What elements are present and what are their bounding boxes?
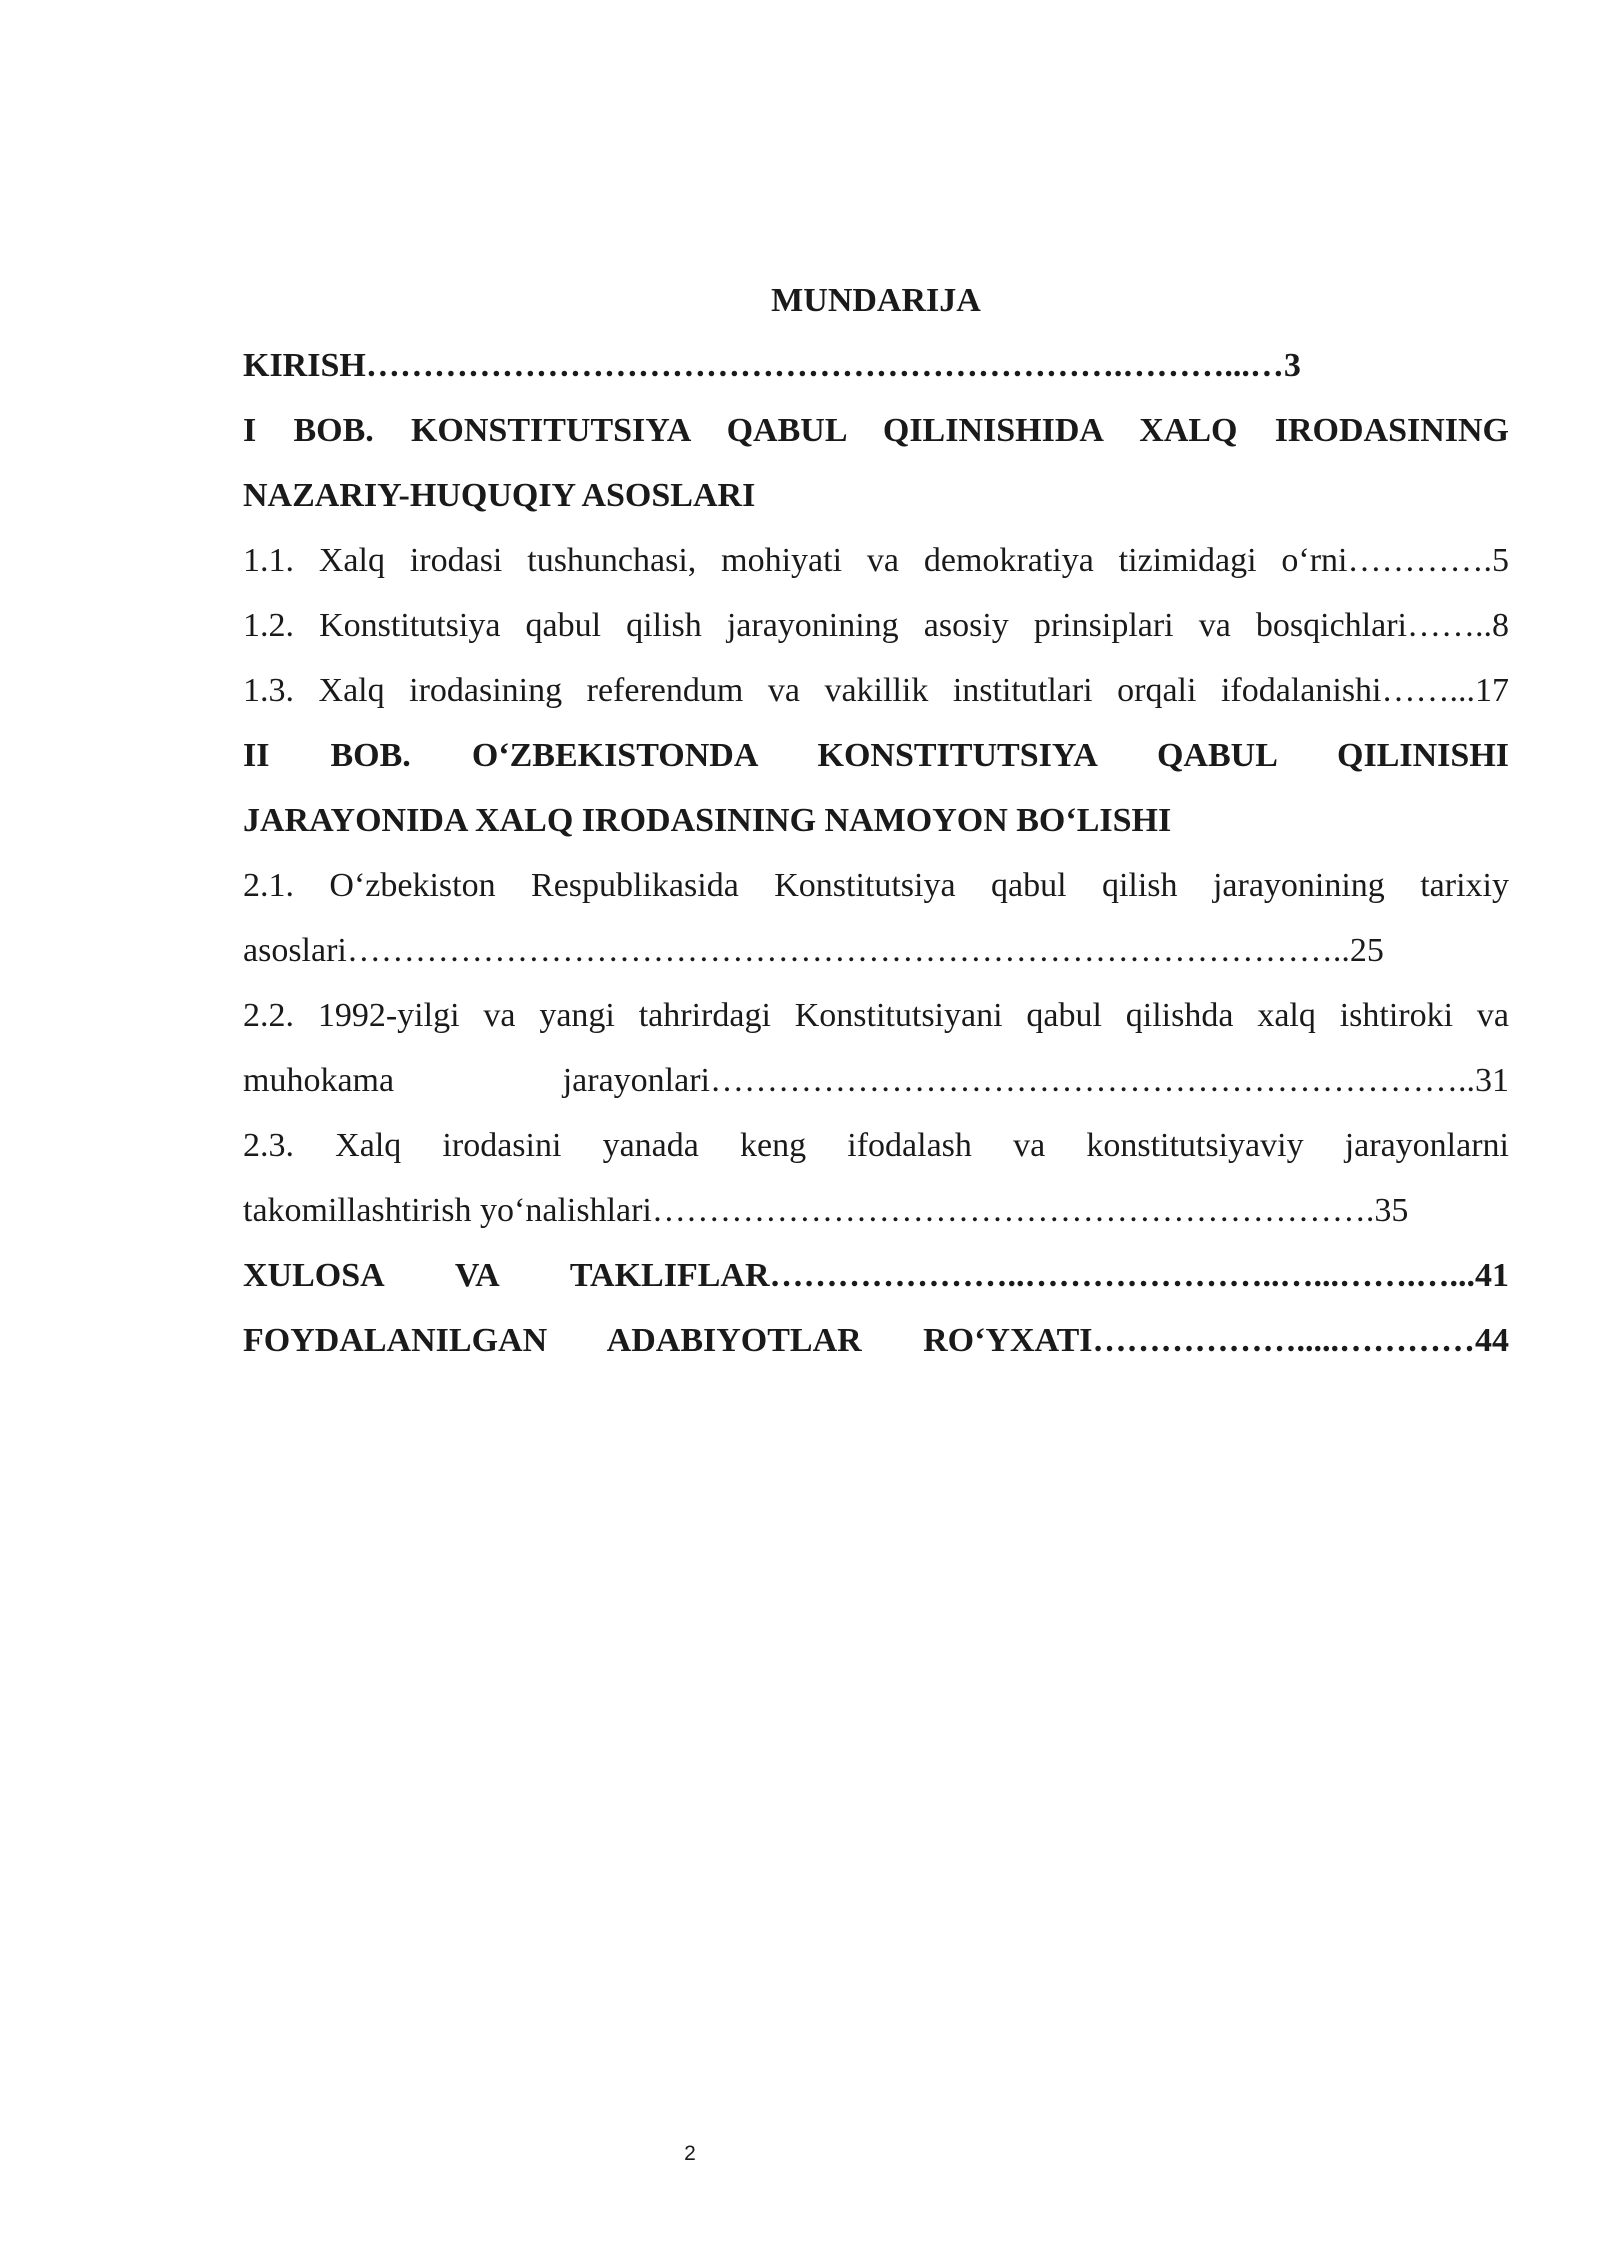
toc-line: 1.2. Konstitutsiya qabul qilish jarayonining asosiy prinsiplari va bosqichlari……..8: [243, 607, 1509, 644]
toc-line: 2.2. 1992-yilgi va yangi tahrirdagi Konstitutsiyani qabul qilishda xalq ishtiroki va: [243, 997, 1509, 1034]
toc-line: NAZARIY-HUQUQIY ASOSLARI: [243, 477, 756, 514]
toc-line: JARAYONIDA XALQ IRODASINING NAMOYON BO‘LISHI: [243, 802, 1172, 839]
toc-line: I BOB. KONSTITUTSIYA QABUL QILINISHIDA XALQ IRODASINING: [243, 412, 1509, 449]
toc-line: FOYDALANILGAN ADABIYOTLAR RO‘YXATI……………….....…………44: [243, 1322, 1509, 1359]
toc-line: 1.3. Xalq irodasining referendum va vakillik institutlari orqali ifodalanishi……...17: [243, 672, 1509, 709]
toc-line: asoslari……………………………………………………………………………..25: [243, 932, 1384, 969]
toc-entry-section-2-1: [243, 853, 1509, 983]
toc-line: 2.3. Xalq irodasini yanada keng ifodalash va konstitutsiyaviy jarayonlarni: [243, 1127, 1509, 1164]
table-of-contents: [243, 268, 1509, 1373]
toc-line: 1.1. Xalq irodasi tushunchasi, mohiyati va demokratiya tizimidagi o‘rni………….5: [243, 542, 1509, 579]
toc-line: KIRISH………………………………………………………….………...…3: [243, 347, 1301, 384]
toc-entry-conclusion: [243, 1243, 1509, 1308]
toc-entry-chapter-2: [243, 723, 1509, 853]
toc-entry-section-2-3: [243, 1113, 1509, 1243]
toc-entry-kirish: [243, 333, 1509, 398]
toc-title: MUNDARIJA: [771, 282, 981, 319]
toc-line: II BOB. O‘ZBEKISTONDA KONSTITUTSIYA QABUL QILINISHI: [243, 737, 1509, 774]
toc-line: takomillashtirish yo‘nalishlari……………………………………………………….35: [243, 1192, 1409, 1229]
toc-entry-chapter-1: [243, 398, 1509, 528]
toc-line: 2.1. O‘zbekiston Respublikasida Konstitutsiya qabul qilish jarayonining tarixiy: [243, 867, 1509, 904]
toc-entry-section-1-2: [243, 593, 1509, 658]
toc-line: XULOSA VA TAKLIFLAR…………………..…………………..…...…….…...41: [243, 1257, 1509, 1294]
toc-entry-section-1-1: [243, 528, 1509, 593]
toc-entry-section-1-3: [243, 658, 1509, 723]
page-number: 2: [684, 2142, 696, 2165]
toc-line: muhokama jarayonlari…………………………………………………………..31: [243, 1062, 1509, 1099]
toc-entry-references: [243, 1308, 1509, 1373]
toc-entry-section-2-2: [243, 983, 1509, 1113]
